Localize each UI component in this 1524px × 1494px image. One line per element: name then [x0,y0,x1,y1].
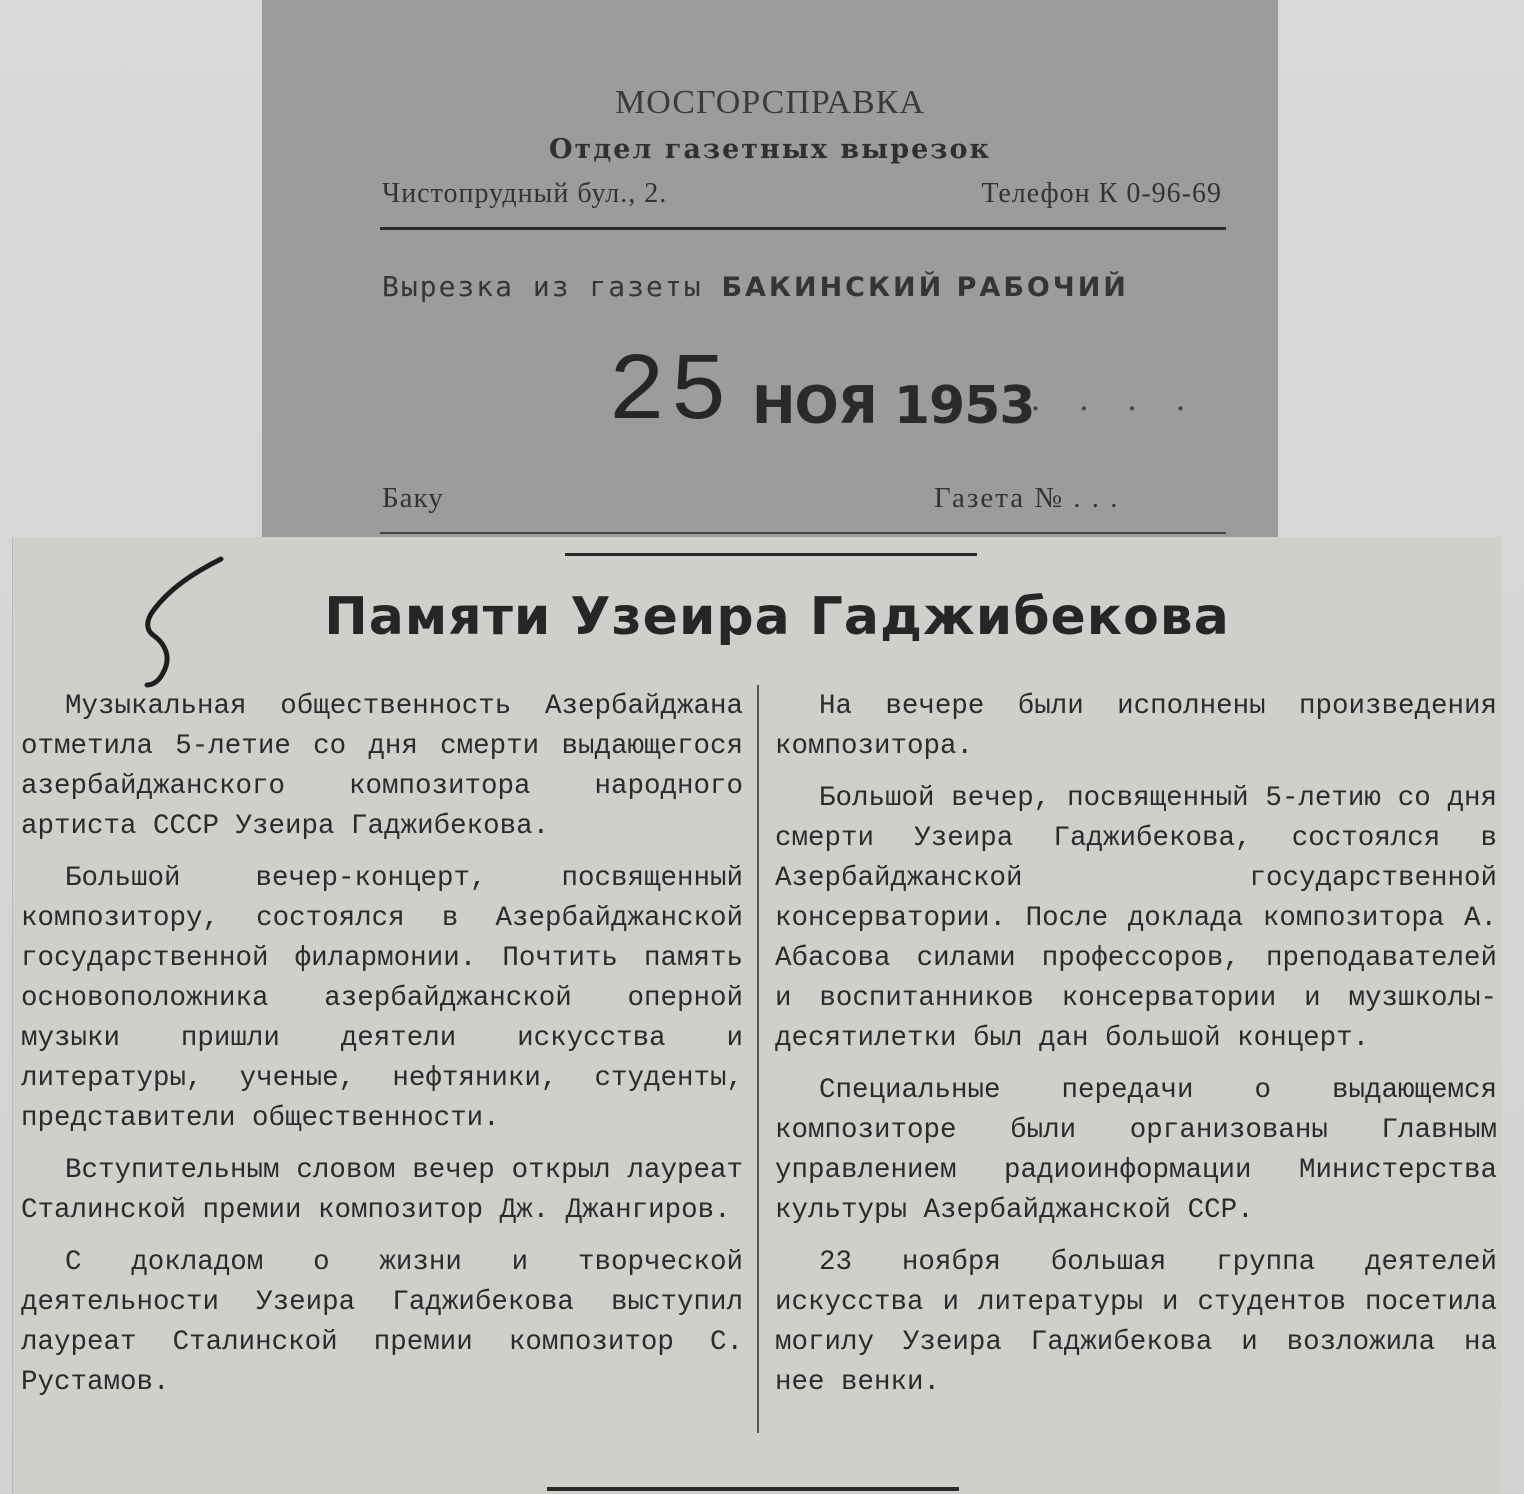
city: Баку [382,482,444,514]
paragraph: Большой вечер, посвященный 5-летию со дня смерти Узеира Гаджибекова, состоялся в Азербайджанской государственной консерватории. После доклада композитора А. Абасова силами профессоров, преподавателей и воспитанников консерватории и музшколы-десятилетки был дан большой концерт. [775,783,1497,1054]
organization-name: МОСГОРСПРАВКА [615,84,925,121]
paragraph: Большой вечер-концерт, посвященный композитору, состоялся в Азербайджанской государственной филармонии. Почтить память основоположника азербайджанской оперной музыки пришли деятели искусства и литературы, ученые, нефтяники, студенты, представители общественности. [21,863,743,1134]
article-headline: Памяти Узеира Гаджибекова [324,587,1230,647]
source-newspaper-name: БАКИНСКИЙ РАБОЧИЙ [721,272,1129,303]
issue-number: Газета № . . . [934,482,1120,514]
top-rule [565,553,977,556]
article-column-left [21,687,743,1415]
column-divider [757,685,759,1433]
paragraph: Вступительным словом вечер открыл лауреат Сталинской премии композитор Дж. Джангиров. [21,1155,743,1226]
paragraph: На вечере были исполнены произведения композитора. [775,691,1497,762]
paragraph: С докладом о жизни и творческой деятельности Узеира Гаджибекова выступил лауреат Сталинской премии композитор С. Рустамов. [21,1247,743,1398]
stamp-divider [380,227,1226,230]
date-month-year-stamp: НОЯ 1953 [752,376,1035,436]
date-day-stamp: 25 [608,338,732,447]
source-label: Вырезка из газеты [382,270,703,303]
address: Чистопрудный бул., 2. [382,178,668,209]
clipping-service-stamp [262,0,1278,540]
paragraph: Музыкальная общественность Азербайджана отметила 5-летие со дня смерти выдающегося азербайджанского композитора народного артиста СССР Узеира Гаджибекова. [21,691,743,842]
paragraph: Специальные передачи о выдающемся композиторе были организованы Главным управлением радиоинформации Министерства культуры Азербайджанской ССР. [775,1075,1497,1226]
source-line [382,270,1129,303]
department-name: Отдел газетных вырезок [549,134,991,165]
paragraph: 23 ноября большая группа деятелей искусства и литературы и студентов посетила могилу Узеира Гаджибекова и возложила на нее венки. [775,1247,1497,1398]
bottom-rule [547,1487,959,1491]
stamp-bottom-divider [380,532,1226,534]
article-column-right [775,687,1497,1415]
date-dots: . . . . . [982,380,1200,418]
phone: Телефон К 0-96-69 [981,178,1222,209]
newspaper-clipping [12,537,1501,1494]
